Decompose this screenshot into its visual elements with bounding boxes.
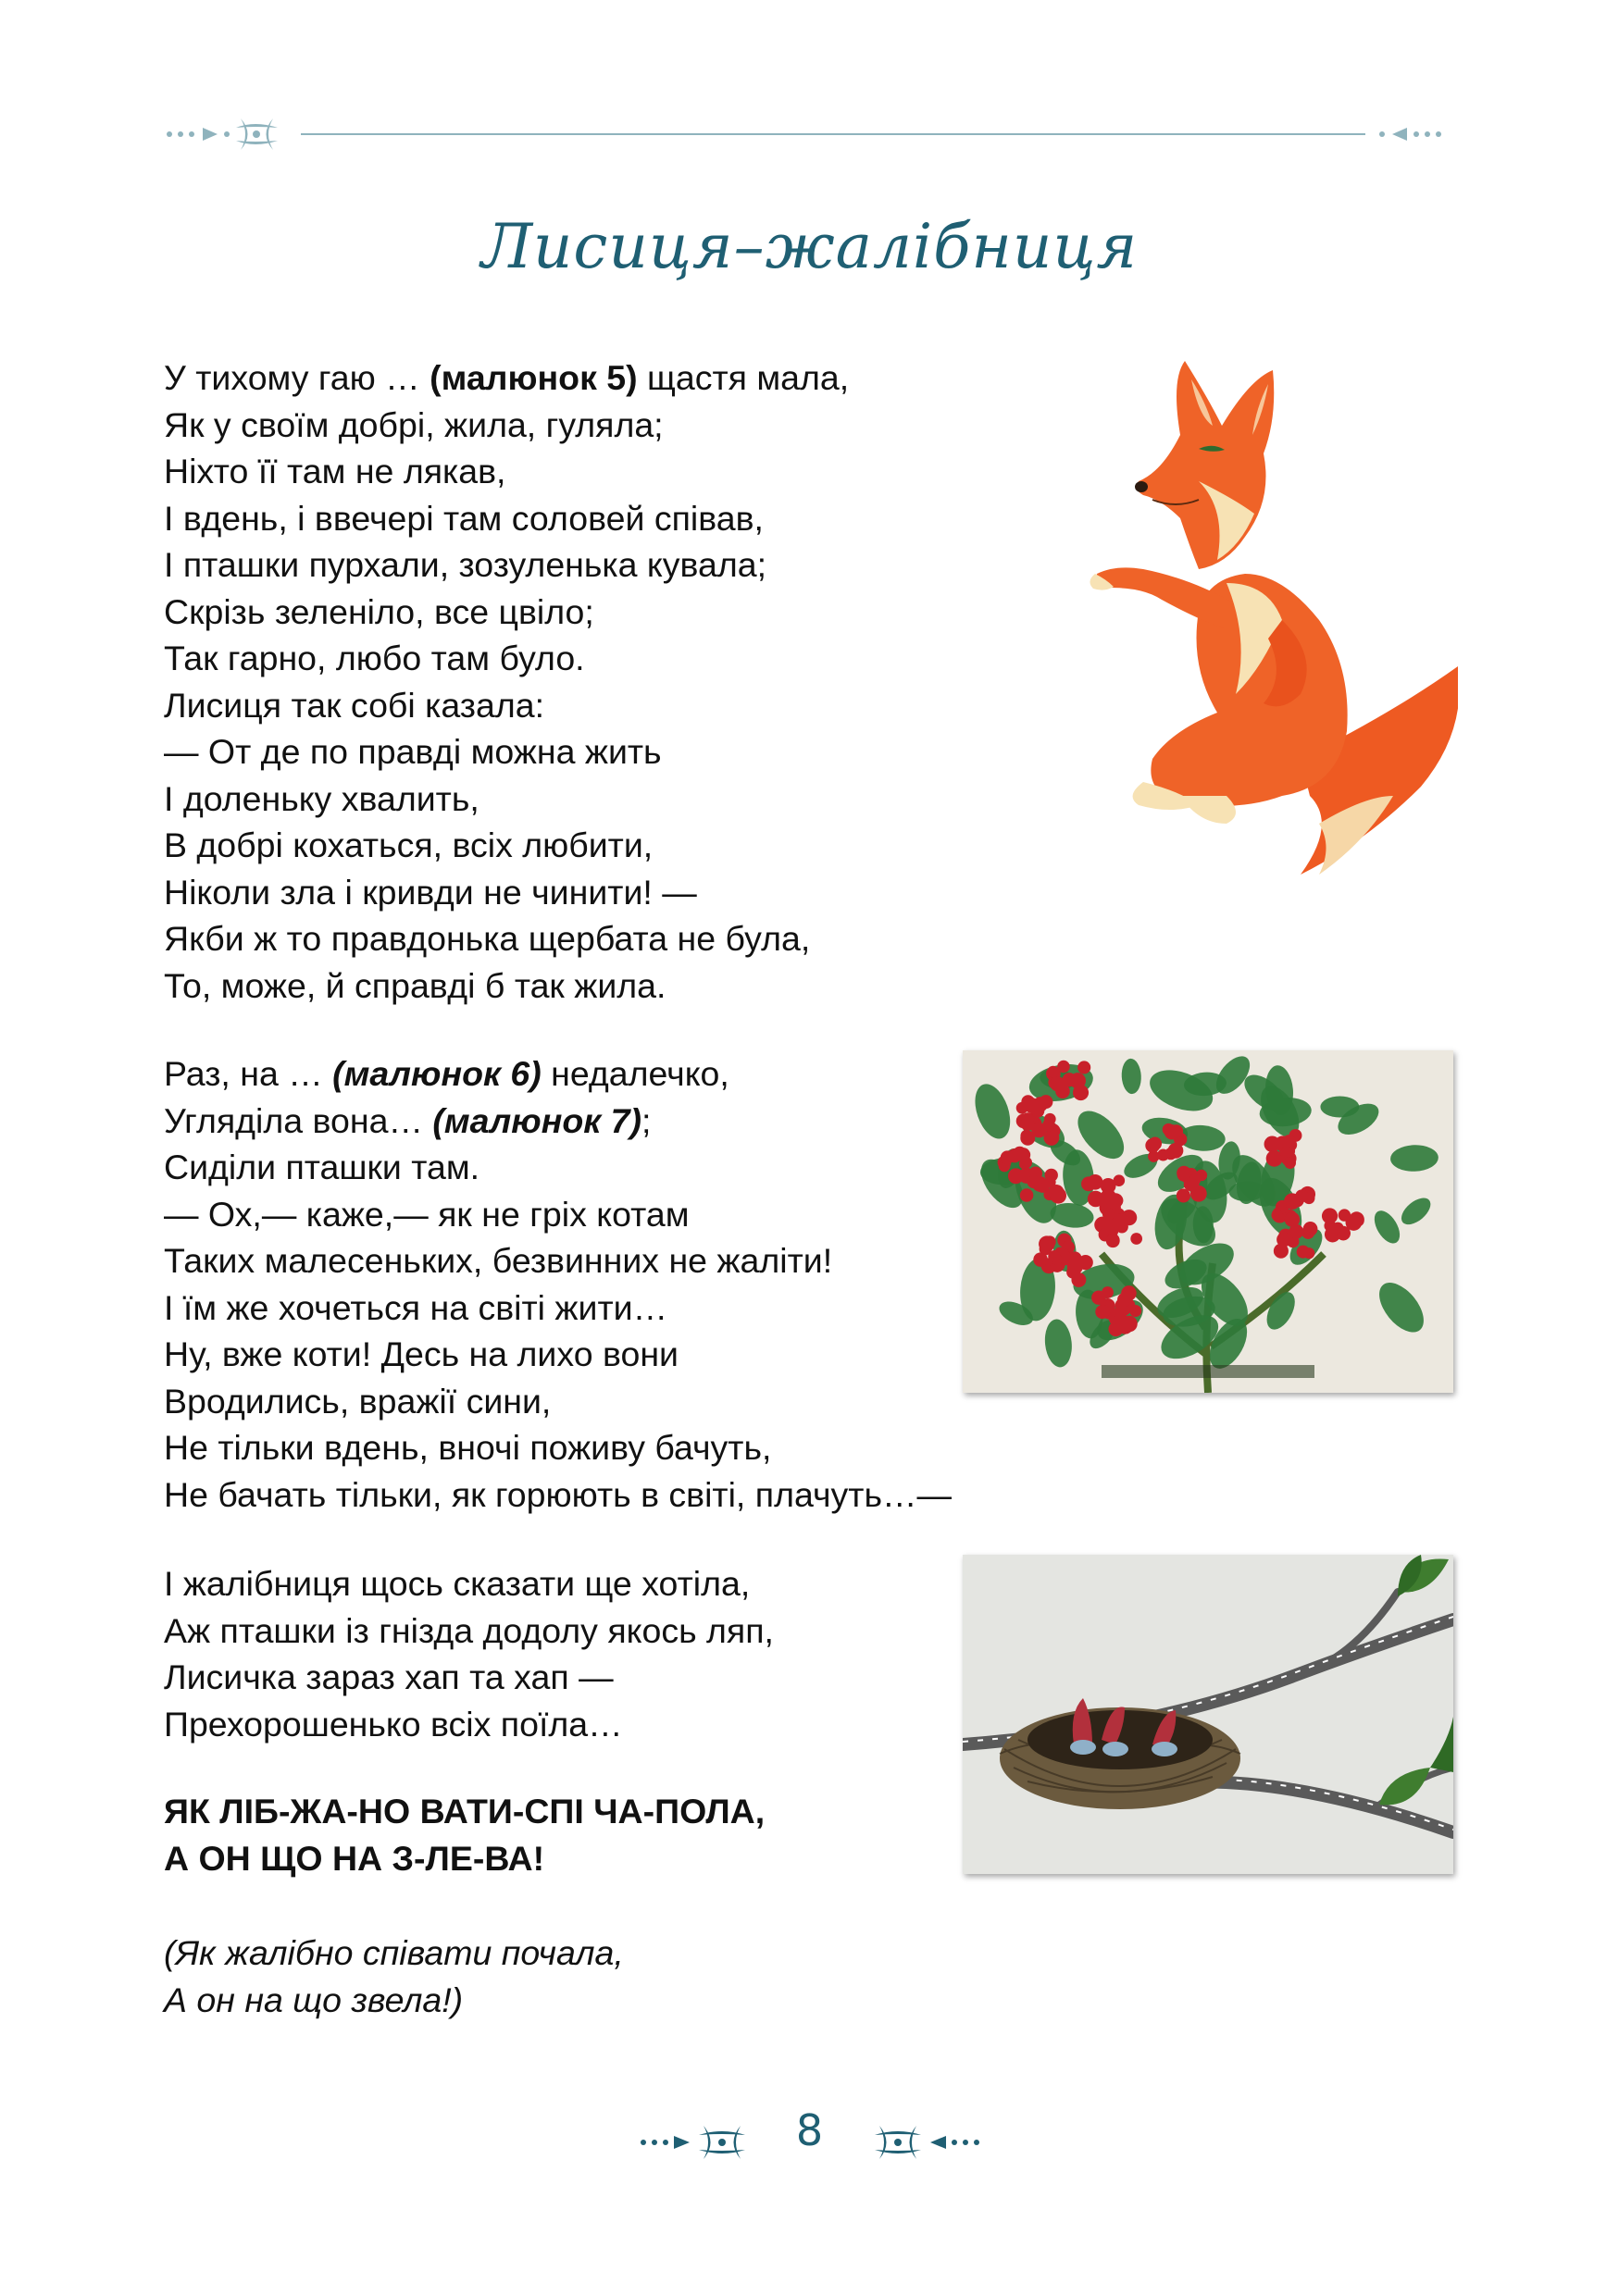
poem-line: [164, 1285, 952, 1332]
poem-line: [164, 1835, 765, 1882]
poem-text: Лисичка зараз хап та хап —: [164, 1657, 614, 1696]
poem-emphasis: (малюнок 5): [430, 358, 638, 397]
bird-nest-picture: [963, 1555, 1453, 1874]
poem-line: [164, 354, 849, 402]
poem-text: Скрізь зеленіло, все цвіло;: [164, 591, 594, 631]
poem-text: І вдень, і ввечері там соловей співав,: [164, 498, 764, 538]
poem-line: [164, 869, 849, 916]
poem-text: Таких малесеньких, безвинних не жаліти!: [164, 1241, 833, 1280]
poem-line: [164, 1930, 624, 1977]
stanza-1: [164, 354, 849, 1009]
poem-text: І їм же хочеться на світі жити…: [164, 1287, 668, 1327]
page-number: 8: [795, 2105, 824, 2155]
poem-text: ;: [641, 1100, 652, 1140]
page-title: Лисиця–жалібниця: [480, 211, 1139, 282]
poem-text: Як у своїм добрі, жила, гуляла;: [164, 404, 664, 444]
poem-text: ЯК ЛІБ-ЖА-НО ВАТИ-СПІ ЧА-ПОЛА,: [164, 1792, 766, 1831]
poem-emphasis: (малюнок 6): [332, 1054, 542, 1093]
poem-line: [164, 1098, 952, 1145]
top-ornament-divider: [162, 111, 1453, 157]
poem-text: (Як жалібно співати почала,: [164, 1933, 624, 1972]
poem-text: Так гарно, любо там було.: [164, 639, 585, 677]
poem-text: Аж пташки із гнізда додолу якось ляп,: [164, 1610, 774, 1650]
poem-text: — От де по правді можна жить: [164, 732, 662, 771]
poem-line: [164, 589, 849, 636]
poem-line: [164, 776, 849, 823]
poem-line: [164, 1237, 952, 1285]
poem-line: [164, 1144, 952, 1191]
poem-text: Не бачать тільки, як горюють в світі, плачуть…—: [164, 1474, 952, 1514]
poem-emphasis: (малюнок 7): [432, 1100, 642, 1140]
poem-line: [164, 962, 849, 1010]
poem-line: [164, 682, 849, 729]
poem-text: То, може, й справді б так жила.: [164, 965, 666, 1005]
poem-text: — Ох,— каже,— як не гріх котам: [164, 1194, 690, 1234]
poem-line: [164, 728, 849, 776]
poem-line: [164, 1471, 952, 1519]
poem-text: У тихому гаю …: [164, 358, 430, 397]
poem-line: [164, 1378, 952, 1425]
poem-text: Не тільки вдень, вночі поживу бачуть,: [164, 1428, 772, 1467]
poem-text: Прехорошенько всіх поїла…: [164, 1704, 623, 1744]
poem-line: [164, 1424, 952, 1471]
poem-line: [164, 1654, 774, 1701]
poem-text: І доленьку хвалить,: [164, 778, 479, 818]
stanza-2: [164, 1050, 952, 1518]
stanza-5-answer: [164, 1930, 624, 2023]
poem-text: І жалібниця щось сказати ще хотіла,: [164, 1564, 751, 1603]
poem-line: [164, 1050, 952, 1098]
poem-text: щастя мала,: [637, 358, 850, 397]
poem-line: [164, 1331, 952, 1378]
poem-text: Лисиця так собі казала:: [164, 685, 545, 725]
poem-line: [164, 402, 849, 449]
poem-text: Раз, на …: [164, 1054, 333, 1093]
viburnum-painting-image: [963, 1050, 1453, 1393]
poem-text: Ніколи зла і кривди не чинити! —: [164, 872, 697, 912]
poem-text: Ну, вже коти! Десь на лихо вони: [164, 1334, 679, 1373]
poem-text: Ніхто її там не лякав,: [164, 452, 506, 490]
poem-line: [164, 541, 849, 589]
poem-line: [164, 1560, 774, 1607]
poem-line: [164, 635, 849, 682]
poem-text: недалечко,: [541, 1054, 729, 1093]
viburnum-bush-picture: [963, 1050, 1453, 1393]
bird-nest-image: [963, 1555, 1453, 1874]
poem-text: В добрі кохаться, всіх любити,: [164, 825, 654, 864]
poem-line: [164, 448, 849, 495]
poem-line: [164, 1607, 774, 1655]
fox-illustration: [1088, 361, 1458, 875]
stanza-4-riddle: [164, 1788, 765, 1881]
poem-line: [164, 822, 849, 869]
poem-text: Угляділа вона…: [164, 1100, 433, 1140]
poem-text: І пташки пурхали, зозуленька кувала;: [164, 545, 767, 584]
stanza-3: [164, 1560, 774, 1747]
poem-line: [164, 915, 849, 962]
poem-line: [164, 1701, 774, 1748]
poem-text: Сиділи пташки там.: [164, 1148, 480, 1186]
poem-text: Вродились, вражії сини,: [164, 1381, 552, 1421]
poem-line: [164, 495, 849, 542]
poem-line: [164, 1788, 765, 1835]
poem-line: [164, 1191, 952, 1238]
poem-text: Якби ж то правдонька щербата не була,: [164, 919, 811, 958]
poem-text: А ОН ЩО НА З-ЛЕ-ВА!: [164, 1838, 545, 1878]
poem-text: А он на що звела!): [164, 1980, 464, 2019]
poem-line: [164, 1977, 624, 2024]
